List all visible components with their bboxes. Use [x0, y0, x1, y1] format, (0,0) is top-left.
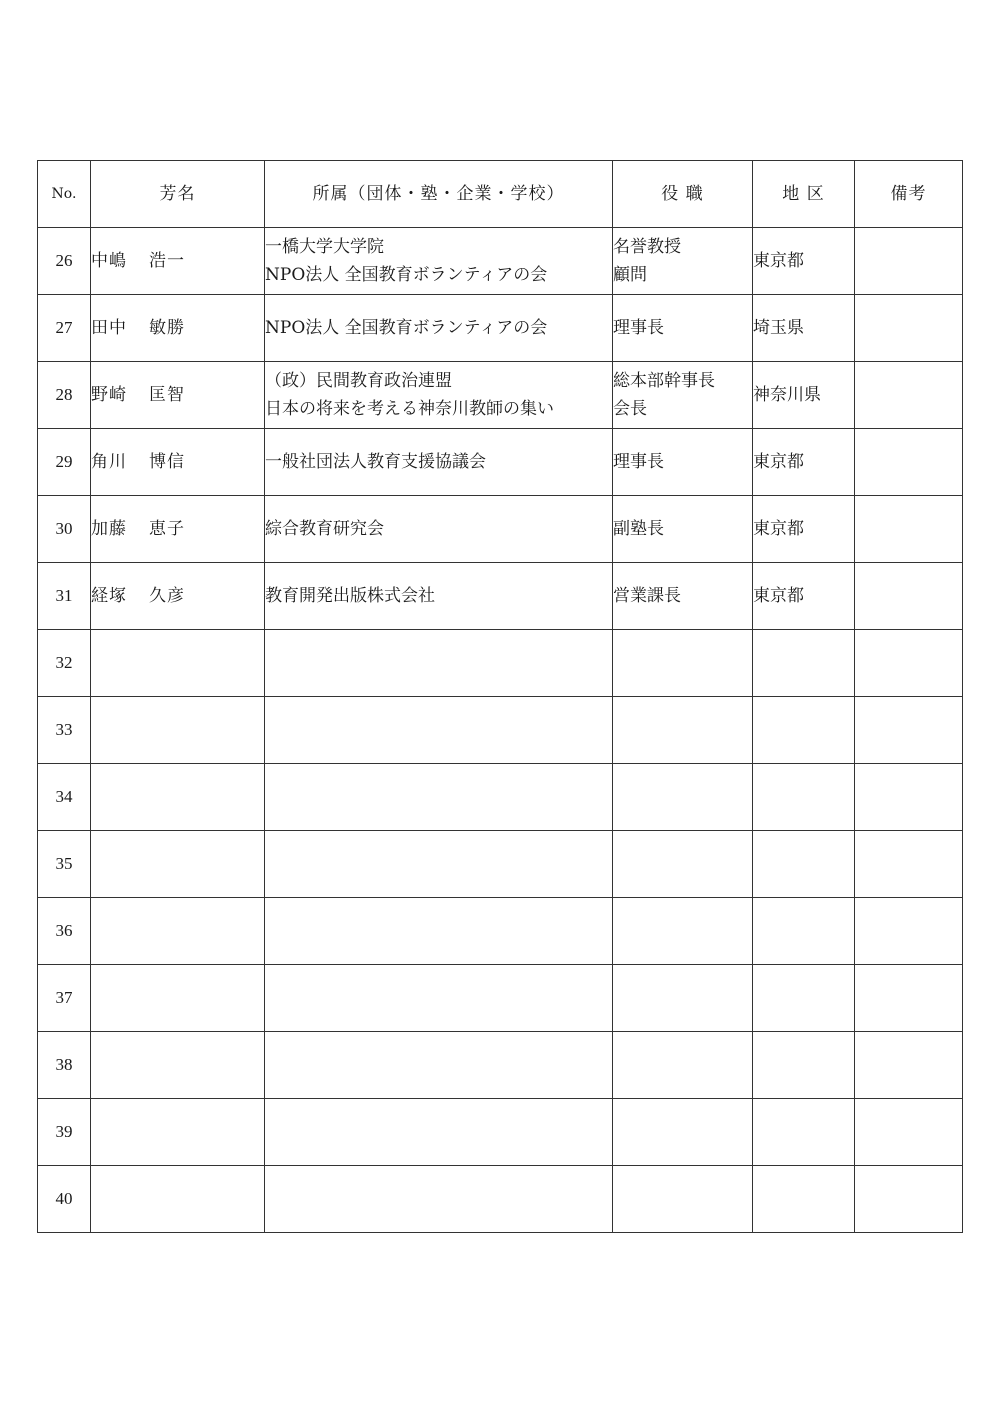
table-row: [38, 630, 963, 697]
area-cell: [753, 764, 855, 831]
note-cell: [855, 898, 963, 965]
note-cell: [855, 429, 963, 496]
name-cell: [91, 362, 265, 429]
area-cell: 東京都: [753, 429, 855, 496]
table-row: [38, 429, 963, 496]
table-row: [38, 496, 963, 563]
row-number-cell: 37: [38, 965, 91, 1032]
area-cell: [753, 898, 855, 965]
table-body: [38, 228, 963, 1233]
note-cell: [855, 295, 963, 362]
name-cell: [91, 295, 265, 362]
table-row: [38, 228, 963, 295]
row-number-cell: 27: [38, 295, 91, 362]
family-name: 中嶋: [91, 250, 127, 271]
note-cell: [855, 965, 963, 1032]
row-number-cell: 32: [38, 630, 91, 697]
row-number-cell: 39: [38, 1099, 91, 1166]
table-row: [38, 1166, 963, 1233]
header-area: 地 区: [753, 161, 855, 228]
affiliation-line: 綜合教育研究会: [265, 518, 384, 539]
table-row: [38, 831, 963, 898]
family-name: 野崎: [91, 384, 127, 405]
note-cell: [855, 496, 963, 563]
note-cell: [855, 697, 963, 764]
area-cell: 神奈川県: [753, 362, 855, 429]
role-cell: [613, 362, 753, 429]
row-number-cell: 29: [38, 429, 91, 496]
role-line: 会長: [613, 399, 647, 419]
role-line: 名誉教授: [613, 236, 681, 257]
area-cell: [753, 630, 855, 697]
note-cell: [855, 831, 963, 898]
affiliation-cell: [265, 697, 613, 764]
affiliation-cell: [265, 295, 613, 362]
note-cell: [855, 563, 963, 630]
name-cell: [91, 429, 265, 496]
given-name: 敏勝: [149, 317, 185, 338]
affiliation-cell: [265, 228, 613, 295]
family-name: 経塚: [91, 585, 127, 606]
role-cell: [613, 764, 753, 831]
affiliation-cell: [265, 1032, 613, 1099]
affiliation-cell: [265, 362, 613, 429]
family-name: 田中: [91, 317, 127, 338]
row-number-cell: 33: [38, 697, 91, 764]
area-cell: 埼玉県: [753, 295, 855, 362]
role-cell: [613, 697, 753, 764]
role-line: 副塾長: [613, 518, 664, 539]
affiliation-line: NPO法人 全国教育ボランティアの会: [265, 265, 548, 285]
participant-table: [37, 160, 963, 1233]
area-cell: [753, 1166, 855, 1233]
table-row: [38, 1099, 963, 1166]
given-name: 浩一: [149, 250, 185, 271]
table-row: [38, 1032, 963, 1099]
role-line: 顧問: [613, 265, 647, 285]
name-cell: [91, 1166, 265, 1233]
family-name: 加藤: [91, 518, 127, 539]
name-cell: [91, 965, 265, 1032]
affiliation-cell: [265, 496, 613, 563]
role-cell: [613, 1032, 753, 1099]
role-cell: [613, 831, 753, 898]
header-note: 備考: [855, 161, 963, 228]
affiliation-line: 日本の将来を考える神奈川教師の集い: [265, 399, 554, 419]
affiliation-line: 一般社団法人教育支援協議会: [265, 451, 486, 472]
table-header: [38, 161, 963, 228]
name-cell: [91, 563, 265, 630]
header-name: 芳名: [91, 161, 265, 228]
affiliation-cell: [265, 429, 613, 496]
area-cell: [753, 697, 855, 764]
family-name: 角川: [91, 451, 127, 472]
area-cell: [753, 965, 855, 1032]
role-cell: [613, 898, 753, 965]
role-cell: [613, 1099, 753, 1166]
name-cell: [91, 630, 265, 697]
affiliation-line: 教育開発出版株式会社: [265, 585, 435, 606]
affiliation-line: NPO法人 全国教育ボランティアの会: [265, 317, 548, 338]
note-cell: [855, 1099, 963, 1166]
name-cell: [91, 898, 265, 965]
row-number-cell: 26: [38, 228, 91, 295]
affiliation-cell: [265, 563, 613, 630]
table-row: [38, 563, 963, 630]
row-number-cell: 40: [38, 1166, 91, 1233]
row-number-cell: 38: [38, 1032, 91, 1099]
name-cell: [91, 496, 265, 563]
role-line: 理事長: [613, 317, 664, 338]
name-cell: [91, 697, 265, 764]
table-row: [38, 697, 963, 764]
role-cell: [613, 429, 753, 496]
role-cell: [613, 1166, 753, 1233]
row-number-cell: 34: [38, 764, 91, 831]
area-cell: [753, 831, 855, 898]
note-cell: [855, 630, 963, 697]
affiliation-cell: [265, 1099, 613, 1166]
affiliation-line: 一橋大学大学院: [265, 236, 384, 257]
row-number-cell: 31: [38, 563, 91, 630]
name-cell: [91, 1032, 265, 1099]
given-name: 久彦: [149, 585, 185, 606]
role-line: 営業課長: [613, 585, 681, 606]
role-cell: [613, 295, 753, 362]
row-number-cell: 30: [38, 496, 91, 563]
role-cell: [613, 965, 753, 1032]
row-number-cell: 28: [38, 362, 91, 429]
role-cell: [613, 630, 753, 697]
header-role: 役 職: [613, 161, 753, 228]
note-cell: [855, 1032, 963, 1099]
area-cell: 東京都: [753, 228, 855, 295]
name-cell: [91, 1099, 265, 1166]
affiliation-cell: [265, 831, 613, 898]
role-cell: [613, 563, 753, 630]
given-name: 博信: [149, 451, 185, 472]
affiliation-cell: [265, 898, 613, 965]
affiliation-cell: [265, 965, 613, 1032]
affiliation-cell: [265, 764, 613, 831]
area-cell: 東京都: [753, 496, 855, 563]
role-line: 理事長: [613, 451, 664, 472]
affiliation-cell: [265, 1166, 613, 1233]
row-number-cell: 36: [38, 898, 91, 965]
note-cell: [855, 228, 963, 295]
note-cell: [855, 362, 963, 429]
area-cell: [753, 1032, 855, 1099]
header-row: [38, 161, 963, 228]
given-name: 匡智: [149, 384, 185, 405]
area-cell: 東京都: [753, 563, 855, 630]
table-row: [38, 362, 963, 429]
header-no: No.: [38, 161, 91, 228]
table-row: [38, 764, 963, 831]
table-row: [38, 295, 963, 362]
role-line: 総本部幹事長: [613, 370, 715, 391]
table-row: [38, 898, 963, 965]
area-cell: [753, 1099, 855, 1166]
name-cell: [91, 228, 265, 295]
role-cell: [613, 228, 753, 295]
affiliation-cell: [265, 630, 613, 697]
name-cell: [91, 764, 265, 831]
role-cell: [613, 496, 753, 563]
row-number-cell: 35: [38, 831, 91, 898]
header-affiliation: 所属（団体・塾・企業・学校）: [265, 161, 613, 228]
note-cell: [855, 1166, 963, 1233]
given-name: 恵子: [149, 518, 185, 539]
note-cell: [855, 764, 963, 831]
table-row: [38, 965, 963, 1032]
affiliation-line: （政）民間教育政治連盟: [265, 370, 452, 391]
name-cell: [91, 831, 265, 898]
